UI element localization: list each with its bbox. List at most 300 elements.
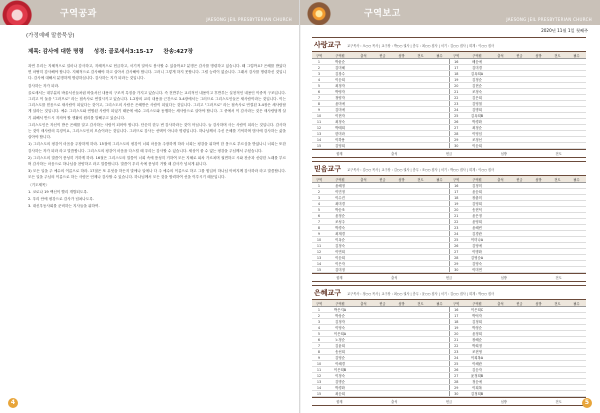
attendance-cell[interactable] (548, 267, 567, 273)
summary-label: 합계 (336, 276, 343, 280)
district-title (312, 286, 586, 300)
member-name: 김영순A (463, 255, 491, 261)
summary-label: 심방 (500, 152, 507, 156)
member-number: 13 (312, 131, 326, 137)
member-number: 17 (449, 65, 463, 71)
attendance-cell[interactable] (392, 267, 411, 273)
summary-label: 전도 (555, 152, 562, 156)
column-header: 필수 (430, 300, 449, 307)
member-number: 22 (449, 95, 463, 101)
member-number: 23 (449, 349, 463, 355)
attendance-cell[interactable] (548, 391, 567, 397)
member-name: 윤영희 (463, 219, 491, 225)
member-name: 이수진 (326, 195, 354, 201)
member-name: 박상순 (326, 313, 354, 319)
attendance-cell[interactable] (354, 391, 373, 397)
member-name: 노정순 (326, 337, 354, 343)
member-name: 이하용 (326, 137, 354, 143)
member-number: 13 (312, 255, 326, 261)
attendance-cell[interactable] (491, 143, 510, 149)
member-name: 박정순 (463, 325, 491, 331)
member-name: 김현순 (463, 83, 491, 89)
column-header: 구역 (312, 300, 326, 307)
attendance-cell[interactable] (392, 391, 411, 397)
member-number: 19 (449, 325, 463, 331)
attendance-cell[interactable] (510, 391, 529, 397)
member-name: 김명순 (326, 379, 354, 385)
attendance-cell[interactable] (567, 391, 586, 397)
member-name: 최정순 (463, 125, 491, 131)
column-header: 구역원 (326, 300, 354, 307)
member-number: 28 (449, 255, 463, 261)
member-name: 정순애 (463, 379, 491, 385)
member-name: 김정희B (463, 391, 491, 397)
member-name: 박덕자 (463, 313, 491, 319)
attendance-cell[interactable] (529, 143, 548, 149)
column-header: 구역원 (326, 176, 354, 183)
member-number: 29 (449, 261, 463, 267)
member-number: 29 (449, 385, 463, 391)
member-name: 김미혜 (326, 65, 354, 71)
member-name: 박은지A (326, 307, 354, 313)
member-number: 11 (312, 119, 326, 125)
body-paragraph: 골로새서는 대부분의 바울서신들처럼 바울서신 내용의 구조적 특징을 가지고 있습니다. 즉 전반부는 교리적인 내용이고 후반부는 실천적인 내용인 이중적 구조입니다. 그리고 이 둘을 "그러므로" 라는 접속사로 연결시키고 있습니다. 1-2장의 교리 내용을 근간으로 3-4장에서는 그러므로 그리스도인들은 새사람이라는 것입니다. 이는 그리스도를 믿음으로 새사람이 되었다는 것이고, 그리스도의 사람은 은혜받은 사람이 되었다는 것입니다. 그리고 "그러므로" 라는 접속사로 연결된 3-4장은 새사람답게 살라는 것입니다. 예수 그리스도와 연합된 사람이 되었기 때문에 예수 그리스도와 동행하는 새사람으로 살아야 합니다. 그 중에서 이 감사라는 것은 새사람답게 살기 위해서 반드시 지켜야 할 생활의 원리를 말해주고 있습니다. (28, 90, 286, 120)
summary-label: 헌금 (445, 400, 453, 404)
prayer-heading: 〈기도제목〉 (28, 182, 50, 187)
member-number: 7 (312, 95, 326, 101)
member-name: 김순자 (463, 367, 491, 373)
table-row (312, 391, 586, 397)
member-number: 12 (312, 373, 326, 379)
member-number: 10 (312, 361, 326, 367)
attendance-cell[interactable] (354, 267, 373, 273)
member-name: 이혜란 (463, 361, 491, 367)
summary-label: 출석 (391, 400, 398, 404)
member-number: 5 (312, 331, 326, 337)
table-row (312, 143, 586, 149)
member-number: 1 (312, 307, 326, 313)
district-staff: 교구목사 : 정○○ 목사 | 교구장 : 최○○ 권사 | 총무 : 윤○○ 집사 | 서기 : 김○○ 집사 | 회계 : 박○○ 집사 (347, 292, 495, 296)
member-number: 21 (449, 213, 463, 219)
member-number: 11 (312, 243, 326, 249)
attendance-cell[interactable] (411, 391, 430, 397)
column-header: 필수 (567, 52, 586, 59)
roster-summary (312, 397, 586, 406)
right-header-title: 구역보고 (364, 9, 401, 19)
member-name: 김옥희B (463, 113, 491, 119)
praying-hands-photo (0, 0, 38, 25)
attendance-cell[interactable] (411, 267, 430, 273)
member-name: 이민정 (326, 189, 354, 195)
sermon-body (28, 63, 286, 209)
member-number: 14 (312, 385, 326, 391)
member-number: 6 (312, 337, 326, 343)
member-name: 장혜순 (463, 337, 491, 343)
member-name: 최순희 (326, 391, 354, 397)
right-page (300, 0, 600, 413)
right-page-number: 5 (582, 398, 592, 408)
roster-table (312, 176, 586, 273)
member-number: 19 (449, 77, 463, 83)
member-number: 11 (312, 367, 326, 373)
sermon-title: 제목: 감사에 대한 명령 (28, 49, 84, 55)
member-number: 26 (449, 243, 463, 249)
column-header: 출석 (491, 300, 510, 307)
member-name: 최정자 (326, 83, 354, 89)
column-header: 헌금 (510, 300, 529, 307)
summary-label: 출석 (391, 152, 398, 156)
member-name: 이순희 (326, 77, 354, 83)
summary-label: 헌금 (445, 276, 453, 280)
left-header-title: 구역공과 (60, 9, 97, 19)
member-number: 9 (312, 107, 326, 113)
attendance-cell[interactable] (510, 267, 529, 273)
column-header: 구역 (449, 52, 463, 59)
summary-label: 심방 (500, 400, 507, 404)
member-name: 이영임 (463, 131, 491, 137)
column-header: 전도 (548, 300, 567, 307)
column-header: 전도 (411, 52, 430, 59)
table-row (312, 267, 586, 273)
column-header: 구역 (312, 176, 326, 183)
member-number: 20 (449, 207, 463, 213)
column-header: 심방 (392, 176, 411, 183)
attendance-cell[interactable] (392, 143, 411, 149)
member-name: 최재경 (326, 231, 354, 237)
roster-summary (312, 273, 586, 282)
member-number: 26 (449, 119, 463, 125)
attendance-cell[interactable] (430, 267, 449, 273)
attendance-cell[interactable] (491, 391, 510, 397)
member-number: 18 (449, 319, 463, 325)
member-name: 이은희A (326, 331, 354, 337)
member-number: 5 (312, 207, 326, 213)
member-number: 30 (449, 143, 463, 149)
member-number: 1 (312, 59, 326, 65)
member-name: 박윤순 (326, 59, 354, 65)
column-header: 필수 (430, 176, 449, 183)
column-header: 출석 (354, 52, 373, 59)
member-number: 12 (312, 125, 326, 131)
prayer-item: 3. 대신우동사회를 준비하는 지사들을 위하여. (28, 204, 100, 209)
member-name: 박경숙 (326, 225, 354, 231)
summary-label: 합계 (336, 400, 343, 404)
attendance-cell[interactable] (529, 391, 548, 397)
member-number: 2 (312, 313, 326, 319)
member-number: 15 (312, 267, 326, 273)
member-name: 김윤희 (326, 343, 354, 349)
attendance-cell[interactable] (430, 391, 449, 397)
attendance-cell[interactable] (529, 267, 548, 273)
member-number: 30 (449, 391, 463, 397)
member-number: 3 (312, 195, 326, 201)
member-name: 김미정 (326, 267, 354, 273)
member-name: 정양자 (326, 95, 354, 101)
member-name: 김정자 (326, 319, 354, 325)
member-name: 김영애 (463, 243, 491, 249)
member-name: 이은자 (326, 261, 354, 267)
body-paragraph: 2) 그리스도의 말씀이 풍성히 거하게 하라. 16절은 그리스도의 말씀이 너희 속에 풍성히 거하여 모든 지혜로 피차 가르치며 권면하고 시와 찬송과 신령한 노래를 부르며 감사하는 마음으로 하나님을 찬양하고 라고 말씀합니다. 말씀이 우리 속에 풍성히 거할 때 감사가 넘치게 됩니다. (28, 155, 286, 167)
column-header: 출석 (354, 300, 373, 307)
district-staff: 교구목사 : 오○○ 목사 | 교구장 : 박○○ 권사 | 총무 : 최○○ 집사 | 서기 : 김○○ 집사 | 회계 : 이○○ 집사 (347, 44, 495, 48)
member-number: 15 (312, 391, 326, 397)
member-number: 6 (312, 213, 326, 219)
member-number: 28 (449, 379, 463, 385)
sermon-scripture: 성경: 골로새서3:15-17 (93, 49, 154, 55)
column-header: 심방 (529, 52, 548, 59)
roster-list (300, 37, 600, 406)
member-number: 18 (449, 71, 463, 77)
member-number: 10 (312, 113, 326, 119)
member-name: 윤정희 (463, 331, 491, 337)
member-number: 8 (312, 349, 326, 355)
member-number: 27 (449, 125, 463, 131)
member-name: 최미경 (326, 201, 354, 207)
member-number: 12 (312, 249, 326, 255)
district-title (312, 162, 586, 176)
member-name: 김미애 (326, 107, 354, 113)
member-name: 이미연 (463, 267, 491, 273)
member-name: 이연희 (326, 249, 354, 255)
district-roster (312, 37, 586, 158)
member-name: 김정미 (463, 183, 491, 189)
column-header: 구역원 (463, 52, 491, 59)
member-name: 박희정 (463, 343, 491, 349)
member-number: 22 (449, 219, 463, 225)
member-name: 박경화 (463, 119, 491, 125)
member-number: 25 (449, 237, 463, 243)
member-number: 29 (449, 137, 463, 143)
member-name: 이은희C (463, 307, 491, 313)
attendance-cell[interactable] (548, 143, 567, 149)
member-name: 윤혜정 (326, 183, 354, 189)
member-name: 박영자 (326, 89, 354, 95)
member-number: 2 (312, 65, 326, 71)
attendance-cell[interactable] (567, 267, 586, 273)
district-roster (312, 285, 586, 406)
column-header: 심방 (529, 176, 548, 183)
member-name: 한미라 (326, 131, 354, 137)
member-name: 김영숙 (463, 261, 491, 267)
member-number: 18 (449, 195, 463, 201)
column-header: 헌금 (510, 176, 529, 183)
member-number: 20 (449, 83, 463, 89)
member-name: 윤정순 (326, 213, 354, 219)
member-number: 6 (312, 89, 326, 95)
member-name: 송선희 (326, 349, 354, 355)
member-number: 21 (449, 337, 463, 343)
member-name: 김명희 (463, 107, 491, 113)
attendance-cell[interactable] (430, 143, 449, 149)
member-number: 1 (312, 183, 326, 189)
column-header: 헌금 (510, 52, 529, 59)
member-name: 김경란 (463, 231, 491, 237)
sermon-hymn: 찬송:427장 (163, 49, 194, 55)
summary-label: 전도 (555, 400, 562, 404)
column-header: 전도 (411, 300, 430, 307)
attendance-cell[interactable] (373, 267, 392, 273)
member-number: 9 (312, 231, 326, 237)
member-number: 28 (449, 131, 463, 137)
sermon-info (28, 47, 300, 55)
roster-table (312, 52, 586, 149)
member-number: 25 (449, 361, 463, 367)
member-name: 조현영 (463, 349, 491, 355)
member-number: 3 (312, 319, 326, 325)
member-name: 이희복 (463, 385, 491, 391)
member-number: 23 (449, 101, 463, 107)
member-number: 15 (312, 143, 326, 149)
member-number: 14 (312, 137, 326, 143)
left-header (0, 0, 300, 25)
column-header: 전도 (548, 176, 567, 183)
column-header: 구역 (312, 52, 326, 59)
attendance-cell[interactable] (373, 143, 392, 149)
column-header: 심방 (392, 300, 411, 307)
attendance-cell[interactable] (491, 267, 510, 273)
report-date: 2020년 11월 1일 첫째주 (541, 28, 588, 33)
column-header: 구역 (449, 300, 463, 307)
member-name: 김영희 (326, 143, 354, 149)
member-name: 윤은정 (463, 213, 491, 219)
member-number: 10 (312, 237, 326, 243)
member-number: 27 (449, 249, 463, 255)
summary-label: 출석 (391, 276, 398, 280)
roster-summary (312, 149, 586, 158)
column-header: 심방 (529, 300, 548, 307)
member-number: 4 (312, 201, 326, 207)
attendance-cell[interactable] (567, 143, 586, 149)
member-name: 이순희 (463, 143, 491, 149)
member-number: 17 (449, 313, 463, 319)
member-number: 8 (312, 101, 326, 107)
member-name: 이혜경 (326, 361, 354, 367)
member-number: 26 (449, 367, 463, 373)
member-name: 윤혜빈 (463, 225, 491, 231)
attendance-cell[interactable] (411, 143, 430, 149)
member-name: 김은희 (463, 95, 491, 101)
member-name: 김창수 (326, 71, 354, 77)
prayer-item: 2. 우리 안에 평강으로 감사가 넘쳐나도록. (28, 197, 94, 202)
column-header: 전도 (548, 52, 567, 59)
summary-label: 심방 (500, 276, 507, 280)
member-number: 25 (449, 113, 463, 119)
member-name: 윤미애 (326, 101, 354, 107)
member-name: 이영숙 (326, 325, 354, 331)
member-number: 4 (312, 325, 326, 331)
district-roster (312, 161, 586, 282)
member-number: 19 (449, 201, 463, 207)
left-header-subtitle: JAESONG JEIL PRESBYTERIAN CHURCH (206, 17, 292, 22)
member-name: 김옥희A (463, 71, 491, 77)
column-header: 헌금 (373, 300, 392, 307)
district-staff: 교구목사 : 김○○ 목사 | 교구장 : 김○○ 권사 | 총무 : 조○○ 집사 | 서기 : 박○○ 집사 | 회계 : 이○○ 집사 (347, 168, 495, 172)
member-number: 16 (449, 183, 463, 189)
right-header (300, 0, 600, 25)
column-header: 출석 (354, 176, 373, 183)
column-header: 구역 (449, 176, 463, 183)
member-name: 김영희 (463, 201, 491, 207)
column-header: 필수 (430, 52, 449, 59)
member-name: 이희복A (463, 355, 491, 361)
column-header: 심방 (392, 52, 411, 59)
prayer-item: 1. 코로나 19 백신이 빨리 개발되도록. (28, 189, 88, 194)
member-name: 김정순 (463, 77, 491, 83)
member-number: 8 (312, 225, 326, 231)
member-name: 조정숙 (463, 89, 491, 95)
summary-label: 헌금 (445, 152, 453, 156)
member-number: 5 (312, 83, 326, 89)
member-name: 장춘미 (463, 195, 491, 201)
member-number: 21 (449, 89, 463, 95)
member-number: 16 (449, 59, 463, 65)
member-number: 24 (449, 107, 463, 113)
member-name: 윤순희 (463, 189, 491, 195)
body-paragraph: 과연 우리는 지혜적으로 얼마나 감사하고, 지혜적으로 헌금하고, 서기적 알아도 봄사할 수 있을까요? 분명은 감사를 명령하고 있습니다. 왜 그렇까요? 은혜를 받았다면 마땅히 감사해야 합니다. 지혜적으로 감사해야 하고 살아서 감사해야 합니다. 그러니 그렇게 하지 못합니다. 그럴 능력이 없습니다. 그래서 감사를 명령하신 것입니다. 감사에 대해서 분명하게 명령하십니다. 감사하는 지가 되라는 것입니다. (28, 64, 286, 81)
column-header: 구역원 (463, 176, 491, 183)
column-header: 헌금 (373, 52, 392, 59)
member-name: 박경화 (326, 385, 354, 391)
summary-label: 합계 (336, 152, 343, 156)
member-name: 이정숙 (326, 373, 354, 379)
member-number: 9 (312, 355, 326, 361)
attendance-cell[interactable] (354, 143, 373, 149)
member-name: 김영순 (326, 355, 354, 361)
member-number: 14 (312, 261, 326, 267)
member-name: 박순조 (326, 207, 354, 213)
member-name: 이은희B (326, 367, 354, 373)
member-number: 24 (449, 355, 463, 361)
column-header: 출석 (491, 176, 510, 183)
column-header: 필수 (567, 176, 586, 183)
member-number: 13 (312, 379, 326, 385)
member-name: 조성주 (326, 219, 354, 225)
member-name: 이미나A (463, 237, 491, 243)
body-paragraph: 3) 모든 일을 주 예수의 이름으로 하라. 17절은 또 무엇을 하든지 말에나 일에나 다 주 예수의 이름으로 하고 그를 힘입어 하나님 아버지께 감사하라 라고 말씀합니다. 모든 일을 주님의 이름으로 하는 사람은 언제나 감사할 수 있습니다. 하나님께서 모든 것을 합력하여 선을 이루시기 때문입니다. (28, 169, 286, 180)
member-name: 이순희 (326, 255, 354, 261)
column-header: 전도 (411, 176, 430, 183)
attendance-cell[interactable] (373, 391, 392, 397)
member-name: 박태희 (326, 125, 354, 131)
candle-photo (300, 0, 338, 25)
member-name: 김영철 (463, 101, 491, 107)
summary-label: 전도 (555, 276, 562, 280)
member-number: 4 (312, 77, 326, 83)
column-header: 구역원 (326, 52, 354, 59)
member-name: 이현자 (326, 113, 354, 119)
member-number: 17 (449, 189, 463, 195)
column-header: 구역원 (463, 300, 491, 307)
member-name: 김정희 (463, 319, 491, 325)
member-name: 이옥순 (326, 237, 354, 243)
column-header: 헌금 (373, 176, 392, 183)
member-name: 윤정희B (463, 373, 491, 379)
member-number: 2 (312, 189, 326, 195)
district-name: 믿음교구 (314, 165, 342, 173)
column-header: 필수 (567, 300, 586, 307)
member-number: 7 (312, 219, 326, 225)
member-name: 배순애 (463, 59, 491, 65)
district-name: 사랑교구 (314, 41, 342, 49)
member-number: 16 (449, 307, 463, 313)
district-title (312, 38, 586, 52)
attendance-cell[interactable] (510, 143, 529, 149)
member-name: 이명화 (463, 249, 491, 255)
right-header-subtitle: JAESONG JEIL PRESBYTERIAN CHURCH (506, 17, 592, 22)
member-number: 27 (449, 373, 463, 379)
section-tag: (가정예배 말씀묵상) (26, 33, 75, 39)
member-number: 20 (449, 331, 463, 337)
